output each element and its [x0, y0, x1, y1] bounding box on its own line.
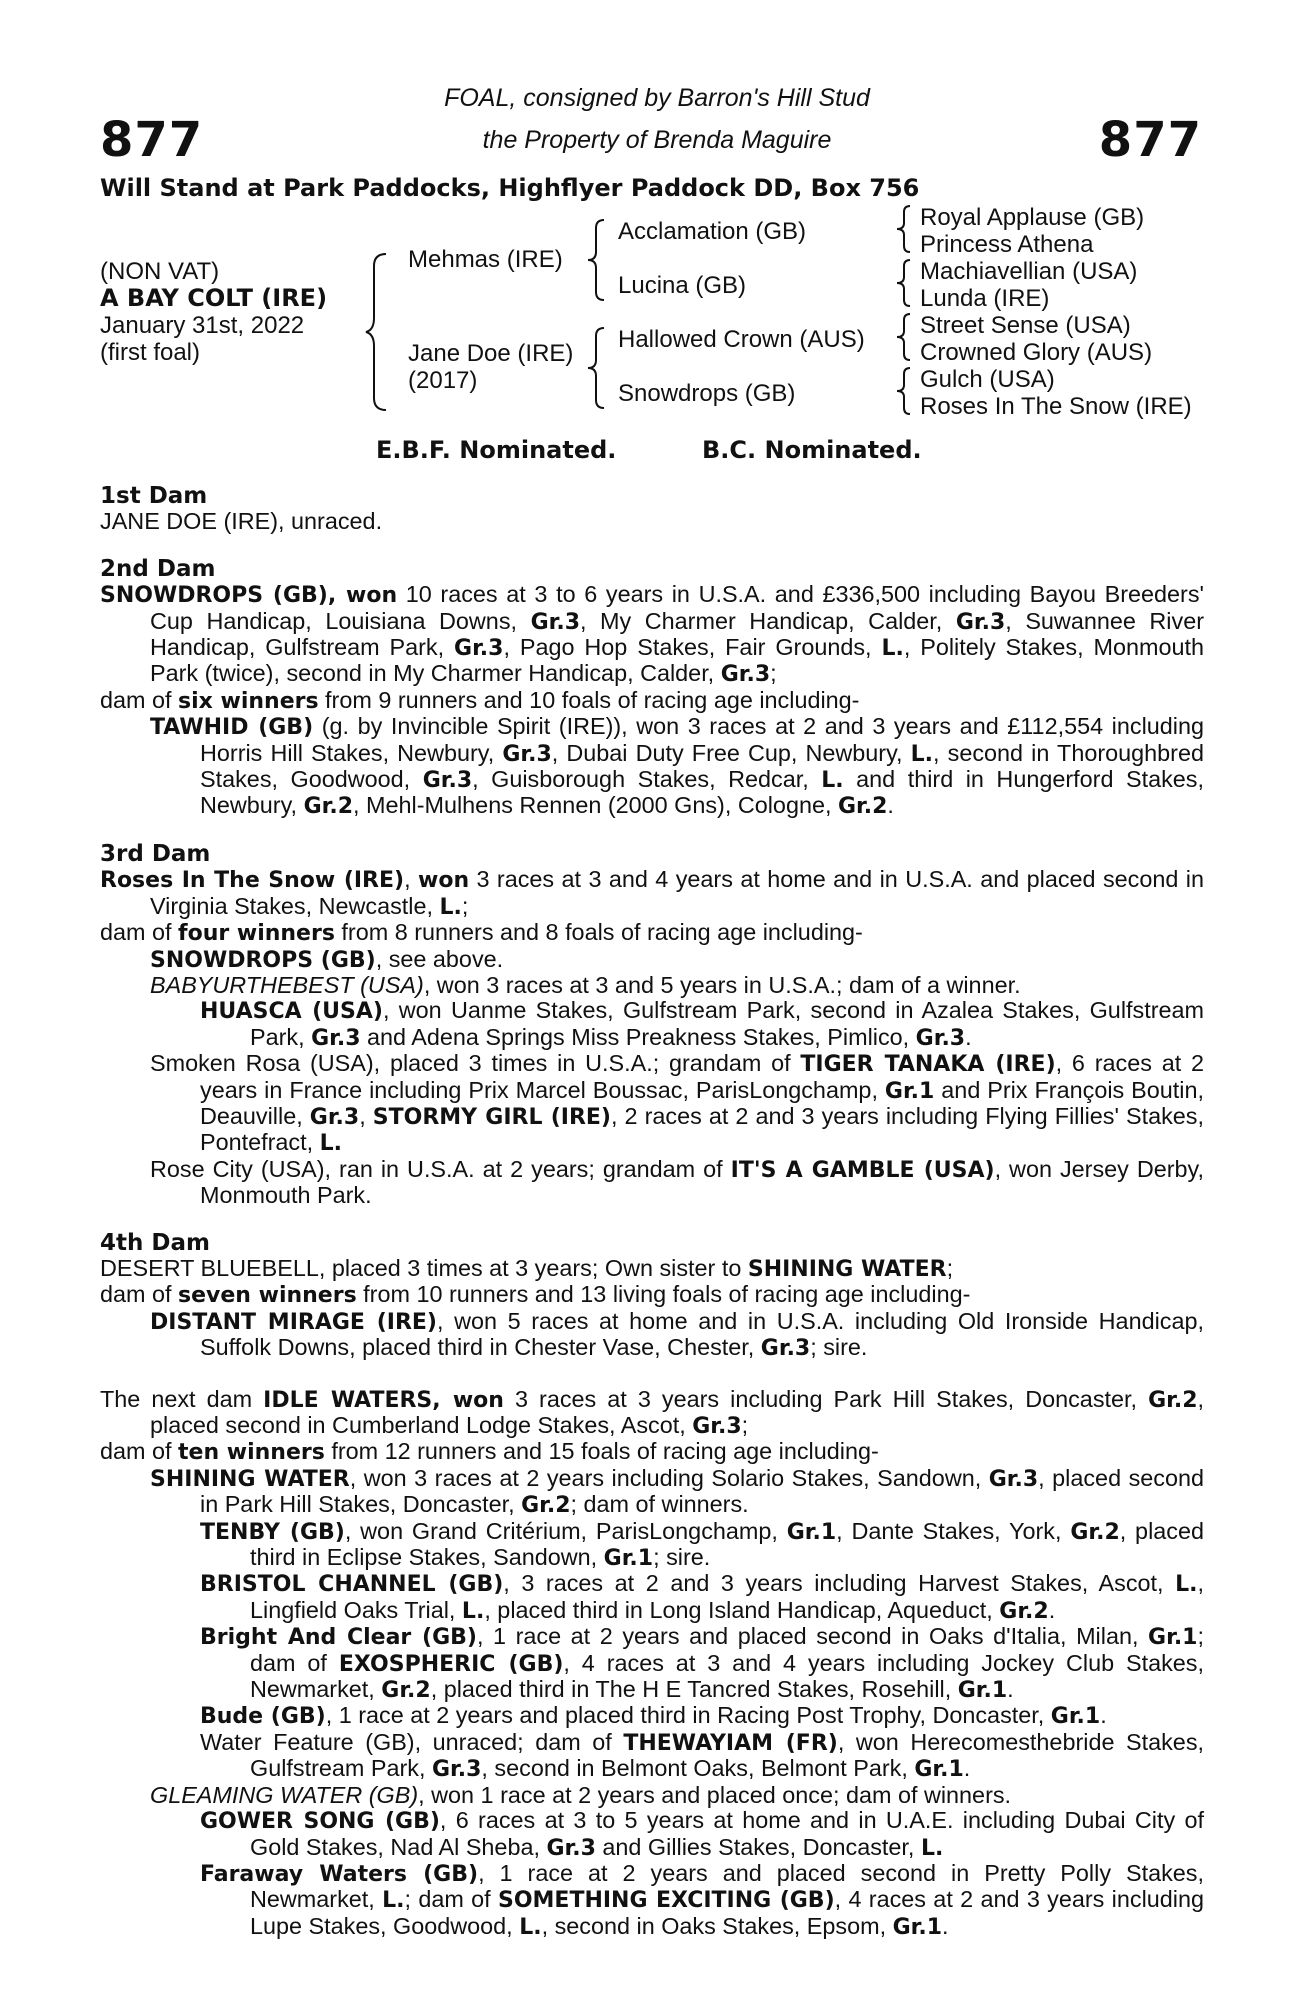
third-dam-produce-smoken-rosa: Smoken Rosa (USA), placed 3 times in U.S.A.; grandam of TIGER TANAKA (IRE), 6 races at 2 years in France including Prix Marcel Boussac, ParisLongchamp, Gr.1 and Prix François Boutin, Deauville, Gr.3, STORMY GIRL (IRE), 2 races at 2 and 3 years including Flying Fillies' Stakes, Pontefract, L. — [150, 1050, 1204, 1157]
fourth-dam-produce-distant-mirage: DISTANT MIRAGE (IRE), won 5 races at home and in U.S.A. including Old Ironside Handicap, Suffolk Downs, placed third in Chester Vase, Chester, Gr.3; sire. — [150, 1307, 1204, 1362]
stand-location: Will Stand at Park Paddocks, Highflyer Paddock DD, Box 756 — [100, 174, 920, 202]
pedigree-brace-g3 — [894, 312, 914, 362]
gg-sire-1: Royal Applause (GB) — [920, 204, 1145, 231]
gg-dam-2: Lunda (IRE) — [920, 285, 1050, 312]
first-dam-heading: 1st Dam — [100, 483, 208, 509]
fourth-dam-record: DESERT BLUEBELL, placed 3 times at 3 years; Own sister to SHINING WATER; — [100, 1254, 954, 1282]
ebf-nomination: E.B.F. Nominated. — [376, 436, 617, 464]
fourth-dam-produce-summary: dam of seven winners from 10 runners and 13 living foals of racing age including- — [100, 1281, 971, 1309]
dam: Jane Doe (IRE) — [408, 340, 574, 367]
second-dam-heading: 2nd Dam — [100, 555, 216, 582]
third-dam-record: Roses In The Snow (IRE), won 3 races at 3 and 4 years at home and in U.S.A. and placed second in Virginia Stakes, Newcastle, L.; — [100, 866, 1205, 920]
vat-status: (NON VAT) — [100, 258, 220, 285]
next-dam-grandproduce-gower-song: GOWER SONG (GB), 6 races at 3 to 5 years at home and in U.A.E. including Dubai City of Gold Stakes, Nad Al Sheba, Gr.3 and Gillies Stakes, Doncaster, L. — [200, 1807, 1204, 1861]
sire-dam: Lucina (GB) — [618, 272, 747, 299]
second-dam-produce-tawhid: TAWHID (GB) (g. by Invincible Spirit (IRE)), won 3 races at 2 and 3 years and £112,554 including Horris Hill Stakes, Newbury, Gr.3, Dubai Duty Free Cup, Newbury, L., second in Thoroughbred Stakes, Goodwood, Gr.3, Guisborough Stakes, Redcar, L. and third in Hungerford Stakes, Newbury, Gr.2, Mehl-Mulhens Rennen (2000 Gns), Cologne, Gr.2. — [150, 713, 1205, 820]
lot-title: A BAY COLT (IRE) — [100, 284, 328, 312]
third-dam-produce-summary: dam of four winners from 8 runners and 8 foals of racing age including- — [100, 919, 863, 947]
foaling-date: January 31st, 2022 — [100, 312, 305, 339]
dam-dam: Snowdrops (GB) — [618, 380, 796, 407]
dam-sire: Hallowed Crown (AUS) — [618, 326, 865, 353]
pedigree-brace-g2 — [894, 258, 914, 308]
next-dam-grandproduce-tenby: TENBY (GB), won Grand Critérium, ParisLongchamp, Gr.1, Dante Stakes, York, Gr.2, placed third in Eclipse Stakes, Sandown, Gr.1; sire. — [200, 1517, 1204, 1572]
third-dam-heading: 3rd Dam — [100, 840, 211, 867]
sire: Mehmas (IRE) — [408, 246, 563, 273]
gg-dam-1: Princess Athena — [920, 231, 1094, 258]
sire-sire: Acclamation (GB) — [618, 218, 807, 245]
pedigree-brace-main — [364, 252, 390, 412]
pedigree-brace-g4 — [894, 366, 914, 416]
next-dam-produce-summary: dam of ten winners from 12 runners and 15 foals of racing age including- — [100, 1438, 879, 1466]
pedigree-brace-sire — [586, 218, 608, 302]
next-dam-grandproduce-bude: Bude (GB), 1 race at 2 years and placed third in Racing Post Trophy, Doncaster, Gr.1. — [200, 1702, 1107, 1730]
gg-sire-2: Machiavellian (USA) — [920, 258, 1138, 285]
fourth-dam-heading: 4th Dam — [100, 1229, 210, 1256]
next-dam-produce-gleaming-water: GLEAMING WATER (GB), won 1 race at 2 years and placed once; dam of winners. — [150, 1781, 1012, 1808]
pedigree-brace-g1 — [894, 204, 914, 254]
consignment-line-2: the Property of Brenda Maguire — [482, 126, 832, 154]
third-dam-produce-babyurthebest: BABYURTHEBEST (USA), won 3 races at 3 and 5 years in U.S.A.; dam of a winner. — [150, 971, 1021, 998]
gg-dam-4: Roses In The Snow (IRE) — [920, 393, 1192, 420]
gg-sire-3: Street Sense (USA) — [920, 312, 1131, 339]
second-dam-produce-summary: dam of six winners from 9 runners and 10 foals of racing age including- — [100, 686, 860, 714]
gg-sire-4: Gulch (USA) — [920, 366, 1055, 393]
third-dam-produce-snowdrops: SNOWDROPS (GB), see above. — [150, 945, 504, 973]
consignment-line-1: FOAL, consigned by Barron's Hill Stud — [444, 84, 870, 112]
next-dam-grandproduce-bristol-channel: BRISTOL CHANNEL (GB), 3 races at 2 and 3 years including Harvest Stakes, Ascot, L., Lingfield Oaks Trial, L., placed third in Long Island Handicap, Aqueduct, Gr.2. — [200, 1570, 1204, 1624]
pedigree-brace-dam — [586, 326, 608, 410]
lot-number-right: 877 — [1098, 112, 1202, 168]
catalogue-body — [100, 484, 1204, 1940]
bc-nomination: B.C. Nominated. — [702, 436, 922, 464]
next-dam-grandproduce-water-feature: Water Feature (GB), unraced; dam of THEWAYIAM (FR), won Herecomesthebride Stakes, Gulfstream Park, Gr.3, second in Belmont Oaks, Belmont Park, Gr.1. — [200, 1728, 1205, 1783]
second-dam-record: SNOWDROPS (GB), won 10 races at 3 to 6 years in U.S.A. and £336,500 including Bayou Breeders' Cup Handicap, Louisiana Downs, Gr.3, My Charmer Handicap, Calder, Gr.3, Suwannee River Handicap, Gulfstream Park, Gr.3, Pago Hop Stakes, Fair Grounds, L., Politely Stakes, Monmouth Park (twice), second in My Charmer Handicap, Calder, Gr.3; — [100, 581, 1205, 688]
dam-year: (2017) — [408, 367, 478, 394]
next-dam-grandproduce-faraway-waters: Faraway Waters (GB), 1 race at 2 years and placed second in Pretty Polly Stakes, Newmarket, L.; dam of SOMETHING EXCITING (GB), 4 races at 2 and 3 years including Lupe Stakes, Goodwood, L., second in Oaks Stakes, Epsom, Gr.1. — [200, 1859, 1205, 1940]
third-dam-produce-rose-city: Rose City (USA), ran in U.S.A. at 2 years; grandam of IT'S A GAMBLE (USA), won Jersey Derby, Monmouth Park. — [150, 1155, 1205, 1209]
next-dam-produce-shining-water: SHINING WATER, won 3 races at 2 years including Solario Stakes, Sandown, Gr.3, placed second in Park Hill Stakes, Doncaster, Gr.2; dam of winners. — [150, 1464, 1204, 1519]
third-dam-grandproduce-huasca: HUASCA (USA), won Uanme Stakes, Gulfstream Park, second in Azalea Stakes, Gulfstream Park, Gr.3 and Adena Springs Miss Preakness Stakes, Pimlico, Gr.3. — [200, 997, 1204, 1051]
next-dam-record: The next dam IDLE WATERS, won 3 races at 3 years including Park Hill Stakes, Doncaster, Gr.2, placed second in Cumberland Lodge Stakes, Ascot, Gr.3; — [100, 1385, 1204, 1439]
lot-number-left: 877 — [100, 112, 204, 168]
gg-dam-3: Crowned Glory (AUS) — [920, 339, 1153, 366]
foal-note: (first foal) — [100, 339, 201, 366]
first-dam-text: JANE DOE (IRE), unraced. — [100, 508, 383, 535]
next-dam-grandproduce-bright-and-clear: Bright And Clear (GB), 1 race at 2 years and placed second in Oaks d'Italia, Milan, Gr.1; dam of EXOSPHERIC (GB), 4 races at 3 and 4 years including Jockey Club Stakes, Newmarket, Gr.2, placed third in The H E Tancred Stakes, Rosehill, Gr.1. — [200, 1623, 1204, 1704]
